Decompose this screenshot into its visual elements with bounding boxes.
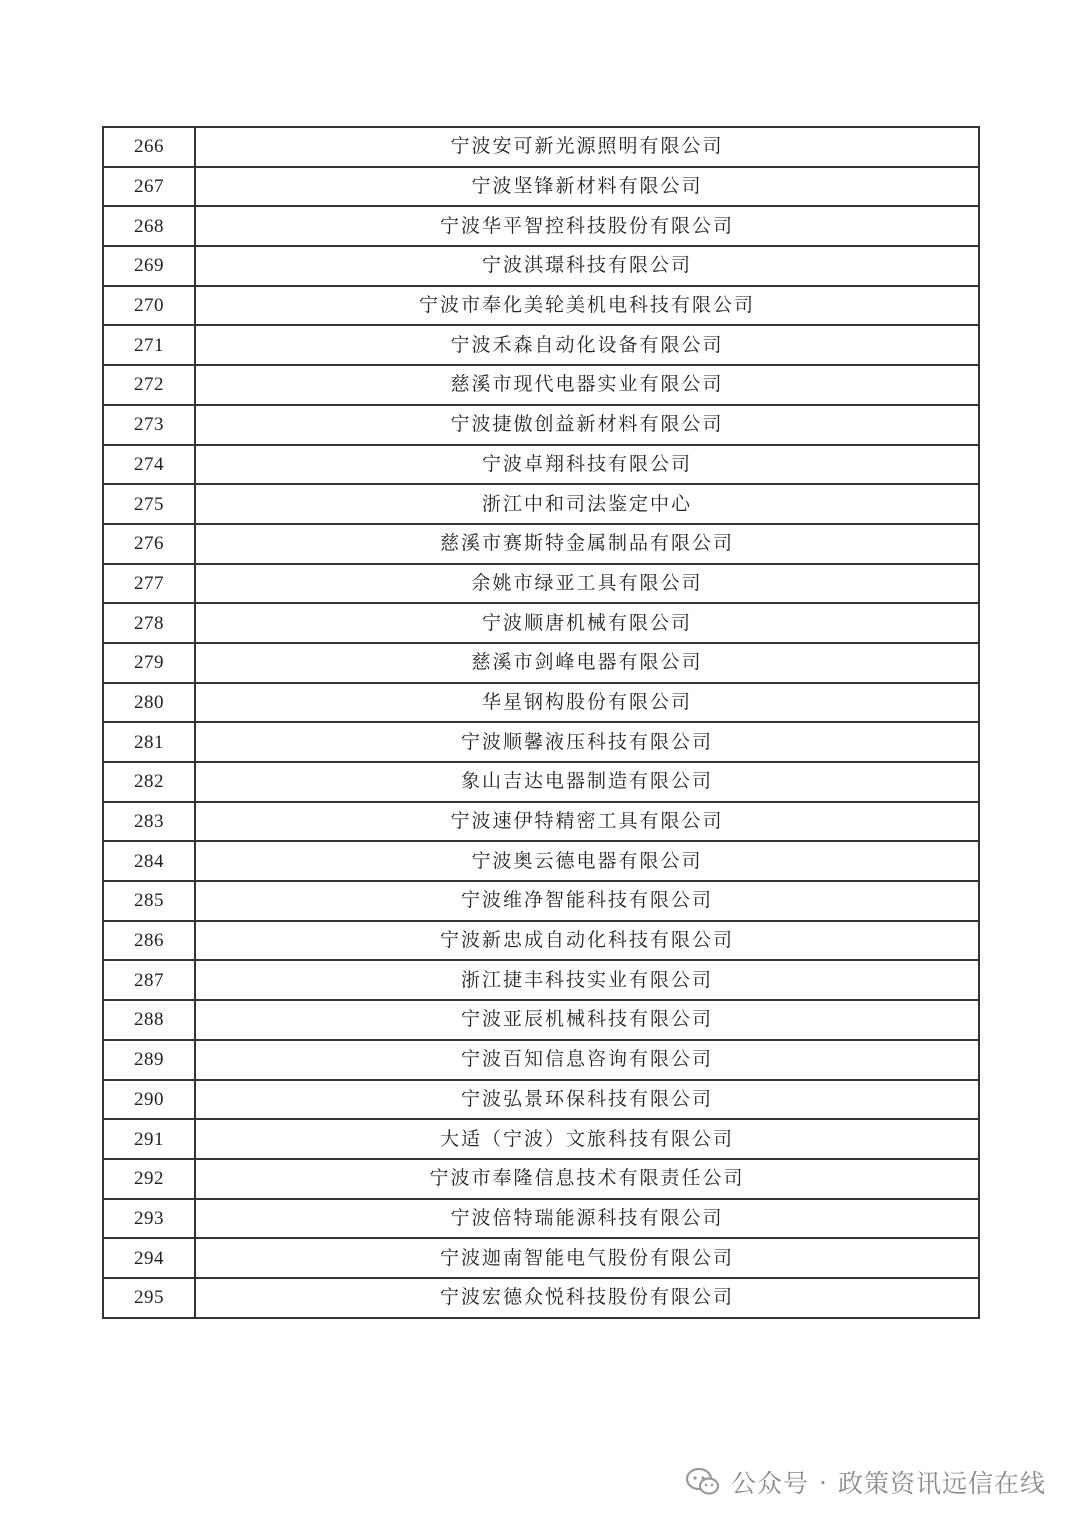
table-row — [103, 246, 979, 286]
watermark-separator: · — [819, 1467, 828, 1497]
company-name-cell: 宁波倍特瑞能源科技有限公司 — [195, 1199, 979, 1239]
table-row — [103, 722, 979, 762]
company-name-cell: 宁波坚锋新材料有限公司 — [195, 167, 979, 207]
row-number-cell: 281 — [103, 722, 195, 762]
table-row — [103, 1278, 979, 1318]
company-name-cell: 宁波捷傲创益新材料有限公司 — [195, 405, 979, 445]
row-number-cell: 280 — [103, 683, 195, 723]
row-number-cell: 287 — [103, 960, 195, 1000]
watermark-account: 政策资讯远信在线 — [837, 1469, 1046, 1498]
table-row — [103, 1159, 979, 1199]
table-row — [103, 1040, 979, 1080]
row-number-cell: 295 — [103, 1278, 195, 1318]
company-name-cell: 慈溪市剑峰电器有限公司 — [195, 643, 979, 683]
row-number-cell: 289 — [103, 1040, 195, 1080]
row-number-cell: 277 — [103, 564, 195, 604]
table-row — [103, 802, 979, 842]
row-number-cell: 276 — [103, 524, 195, 564]
company-name-cell: 余姚市绿亚工具有限公司 — [195, 564, 979, 604]
company-name-cell: 宁波市奉化美轮美机电科技有限公司 — [195, 286, 979, 326]
table-row — [103, 167, 979, 207]
table-row — [103, 1199, 979, 1239]
row-number-cell: 290 — [103, 1080, 195, 1120]
company-name-cell: 宁波顺馨液压科技有限公司 — [195, 722, 979, 762]
company-name-cell: 宁波安可新光源照明有限公司 — [195, 127, 979, 167]
company-name-cell: 宁波亚辰机械科技有限公司 — [195, 1000, 979, 1040]
row-number-cell: 273 — [103, 405, 195, 445]
row-number-cell: 294 — [103, 1238, 195, 1278]
wechat-icon — [685, 1467, 721, 1497]
table-row — [103, 643, 979, 683]
company-name-cell: 慈溪市赛斯特金属制品有限公司 — [195, 524, 979, 564]
row-number-cell: 271 — [103, 325, 195, 365]
company-name-cell: 宁波禾森自动化设备有限公司 — [195, 325, 979, 365]
row-number-cell: 279 — [103, 643, 195, 683]
company-name-cell: 宁波顺唐机械有限公司 — [195, 603, 979, 643]
table-row — [103, 1238, 979, 1278]
row-number-cell: 292 — [103, 1159, 195, 1199]
row-number-cell: 267 — [103, 167, 195, 207]
row-number-cell: 288 — [103, 1000, 195, 1040]
company-name-cell: 宁波迦南智能电气股份有限公司 — [195, 1238, 979, 1278]
table-row — [103, 325, 979, 365]
row-number-cell: 270 — [103, 286, 195, 326]
table-row — [103, 564, 979, 604]
table-body — [103, 127, 979, 1318]
row-number-cell: 266 — [103, 127, 195, 167]
company-name-cell: 宁波卓翔科技有限公司 — [195, 445, 979, 485]
table-row — [103, 484, 979, 524]
watermark — [685, 1462, 1046, 1502]
company-name-cell: 宁波新忠成自动化科技有限公司 — [195, 921, 979, 961]
table-row — [103, 960, 979, 1000]
row-number-cell: 268 — [103, 206, 195, 246]
company-name-cell: 宁波华平智控科技股份有限公司 — [195, 206, 979, 246]
table-row — [103, 206, 979, 246]
table-row — [103, 762, 979, 802]
row-number-cell: 275 — [103, 484, 195, 524]
company-name-cell: 宁波百知信息咨询有限公司 — [195, 1040, 979, 1080]
row-number-cell: 272 — [103, 365, 195, 405]
row-number-cell: 274 — [103, 445, 195, 485]
watermark-prefix: 公众号 — [731, 1469, 810, 1498]
company-name-cell: 宁波弘景环保科技有限公司 — [195, 1080, 979, 1120]
table-row — [103, 683, 979, 723]
row-number-cell: 269 — [103, 246, 195, 286]
company-name-cell: 浙江中和司法鉴定中心 — [195, 484, 979, 524]
row-number-cell: 284 — [103, 841, 195, 881]
company-name-cell: 华星钢构股份有限公司 — [195, 683, 979, 723]
table-row — [103, 127, 979, 167]
table-row — [103, 405, 979, 445]
company-name-cell: 大适（宁波）文旅科技有限公司 — [195, 1119, 979, 1159]
table-row — [103, 603, 979, 643]
table-row — [103, 445, 979, 485]
company-list-table — [102, 126, 980, 1319]
row-number-cell: 283 — [103, 802, 195, 842]
company-name-cell: 浙江捷丰科技实业有限公司 — [195, 960, 979, 1000]
company-name-cell: 象山吉达电器制造有限公司 — [195, 762, 979, 802]
table-row — [103, 921, 979, 961]
company-name-cell: 宁波维净智能科技有限公司 — [195, 881, 979, 921]
company-name-cell: 宁波速伊特精密工具有限公司 — [195, 802, 979, 842]
row-number-cell: 286 — [103, 921, 195, 961]
company-name-cell: 宁波宏德众悦科技股份有限公司 — [195, 1278, 979, 1318]
row-number-cell: 291 — [103, 1119, 195, 1159]
table-row — [103, 286, 979, 326]
table-row — [103, 1000, 979, 1040]
company-name-cell: 宁波淇璟科技有限公司 — [195, 246, 979, 286]
table-row — [103, 841, 979, 881]
table-row — [103, 1119, 979, 1159]
row-number-cell: 282 — [103, 762, 195, 802]
row-number-cell: 285 — [103, 881, 195, 921]
table-row — [103, 1080, 979, 1120]
company-name-cell: 慈溪市现代电器实业有限公司 — [195, 365, 979, 405]
table-row — [103, 881, 979, 921]
company-name-cell: 宁波市奉隆信息技术有限责任公司 — [195, 1159, 979, 1199]
table-row — [103, 365, 979, 405]
row-number-cell: 293 — [103, 1199, 195, 1239]
company-name-cell: 宁波奥云德电器有限公司 — [195, 841, 979, 881]
table-row — [103, 524, 979, 564]
row-number-cell: 278 — [103, 603, 195, 643]
